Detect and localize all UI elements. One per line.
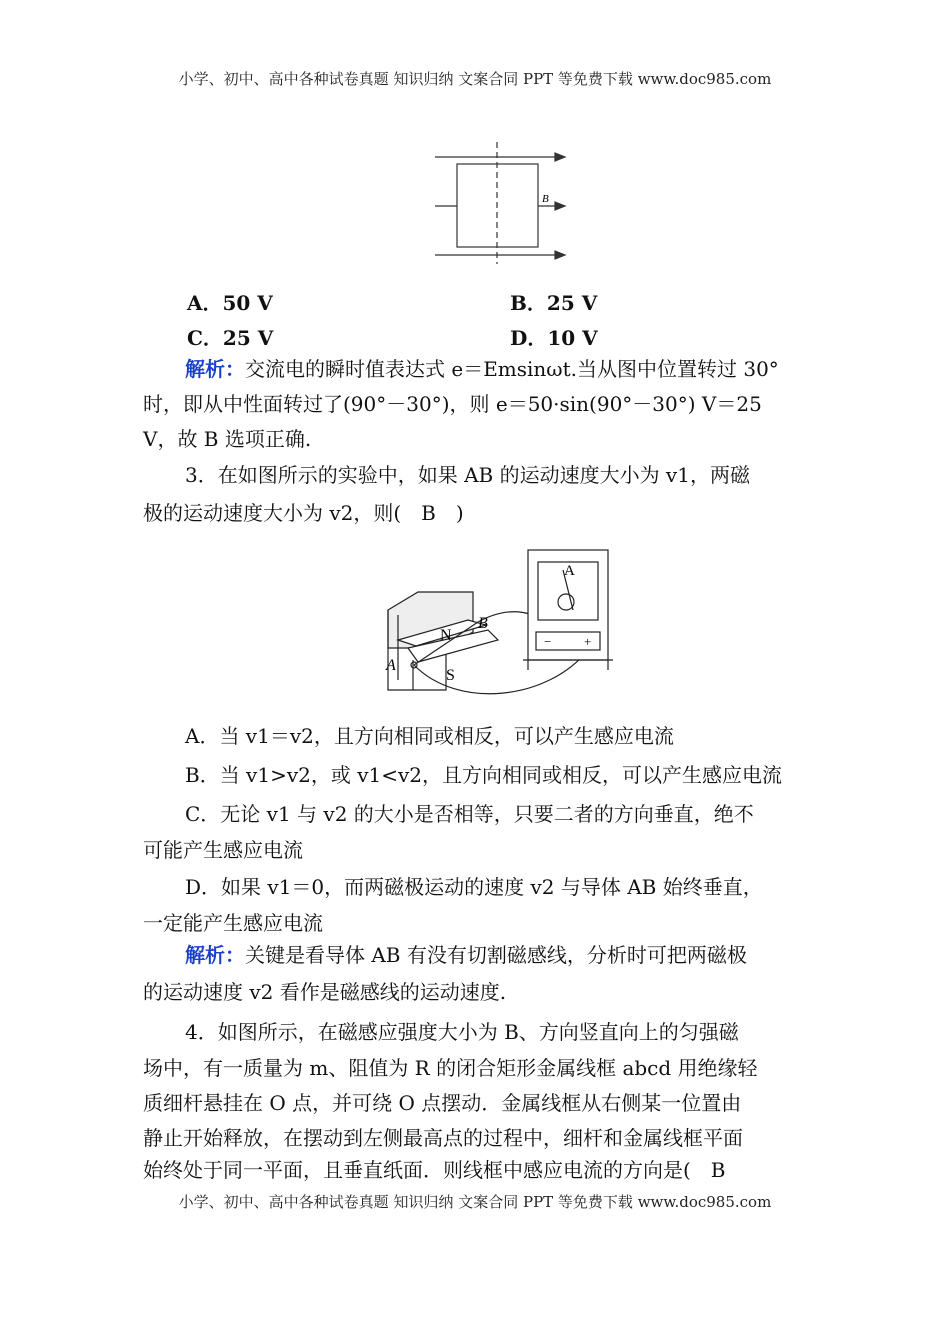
figure-galvanometer-experiment (378, 540, 618, 705)
q4-stem-line4: 静止开始释放，在摆动到左侧最高点的过程中，细杆和金属线框平面 (143, 1126, 743, 1150)
page-header: 小学、初中、高中各种试卷真题 知识归纳 文案合同 PPT 等免费下载 www.doc985.com (178, 70, 772, 88)
q2-option-c: C．25 V (187, 326, 274, 350)
figure-coil-field (430, 142, 570, 267)
q3-option-c-line2: 可能产生感应电流 (143, 838, 303, 862)
pole-s: S (446, 667, 455, 684)
q3-option-d-line2: 一定能产生感应电流 (143, 911, 323, 935)
solution-label: 解析： (185, 357, 245, 381)
q3-option-d-line1: D．如果 v1＝0，而两磁极运动的速度 v2 与导体 AB 始终垂直， (185, 875, 763, 899)
q3-stem-line1: 3．在如图所示的实验中，如果 AB 的运动速度大小为 v1，两磁 (185, 463, 750, 487)
q3-solution-line2: 的运动速度 v2 看作是磁感线的运动速度. (143, 980, 507, 1004)
solution-label: 解析： (185, 943, 245, 967)
q2-solution-line3: V，故 B 选项正确. (143, 427, 312, 451)
q2-option-a: A．50 V (187, 291, 273, 315)
field-label-b: B (542, 193, 549, 205)
q4-stem-line5: 始终处于同一平面，且垂直纸面．则线框中感应电流的方向是( B (143, 1158, 726, 1182)
meter-label: A (564, 563, 575, 579)
page-footer: 小学、初中、高中各种试卷真题 知识归纳 文案合同 PPT 等免费下载 www.doc985.com (178, 1193, 772, 1211)
conductor-end-b: B (478, 615, 488, 632)
q4-stem-line1: 4．如图所示，在磁感应强度大小为 B、方向竖直向上的匀强磁 (185, 1020, 739, 1044)
meter-plus: + (584, 634, 592, 649)
q2-option-b: B．25 V (510, 291, 598, 315)
pole-n: N (440, 627, 452, 644)
q3-option-c-line1: C．无论 v1 与 v2 的大小是否相等，只要二者的方向垂直，绝不 (185, 802, 754, 826)
q4-stem-line3: 质细杆悬挂在 O 点，并可绕 O 点摆动．金属线框从右侧某一位置由 (143, 1091, 742, 1115)
q2-solution-line2: 时，即从中性面转过了(90°－30°)，则 e＝50·sin(90°－30°) V＝25 (143, 392, 762, 416)
q3-option-a: A．当 v1＝v2，且方向相同或相反，可以产生感应电流 (185, 724, 674, 748)
q4-stem-line2: 场中，有一质量为 m、阻值为 R 的闭合矩形金属线框 abcd 用绝缘轻 (143, 1056, 758, 1080)
q3-option-b: B．当 v1>v2，或 v1<v2，且方向相同或相反，可以产生感应电流 (185, 763, 783, 787)
q3-solution-line1: 解析：关键是看导体 AB 有没有切割磁感线，分析时可把两磁极 (185, 943, 747, 967)
q2-solution-line1: 解析：交流电的瞬时值表达式 e＝Emsinωt.当从图中位置转过 30° (185, 357, 779, 381)
conductor-end-a: A (386, 657, 396, 674)
q3-stem-line2: 极的运动速度大小为 v2，则( B ) (143, 501, 464, 525)
q2-option-d: D．10 V (510, 326, 598, 350)
meter-minus: − (544, 634, 552, 649)
